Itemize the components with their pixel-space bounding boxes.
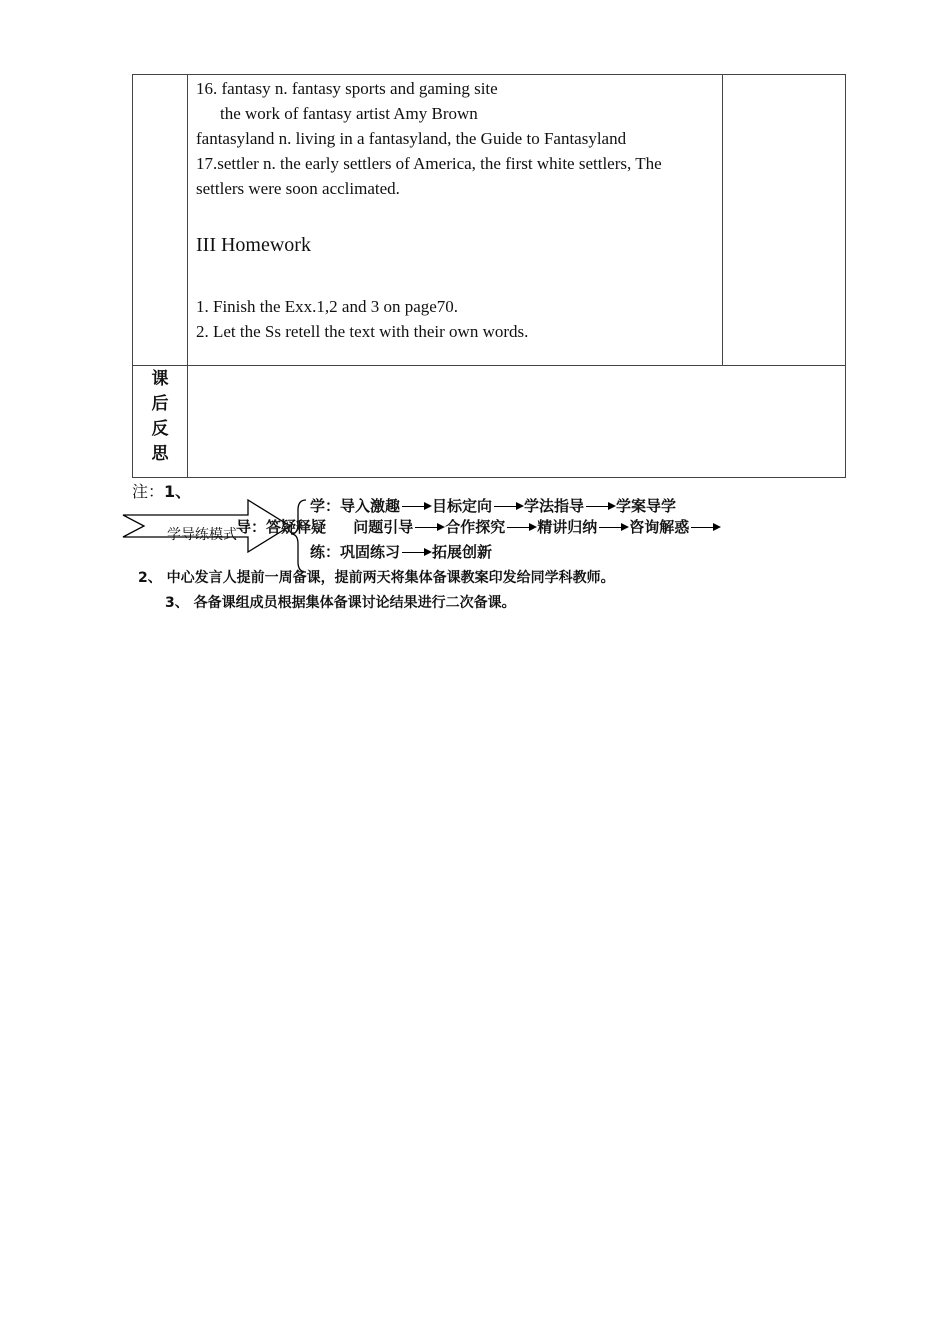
- vocab-line: fantasyland n. living in a fantasyland, the Guide to Fantasyland: [196, 129, 627, 148]
- note-3: 3、 各备课组成员根据集体备课讨论结果进行二次备课。: [165, 595, 516, 611]
- arrow-icon: [402, 552, 430, 553]
- flow-row-dao: 导：答疑释疑 问题引导 合作探究 精讲归纳 咨询解惑: [236, 516, 721, 537]
- reflection-label: 课 后 反 思: [151, 369, 169, 464]
- flow-row-lian: 练：巩固练习 拓展创新: [310, 543, 493, 561]
- arrow-icon: [494, 506, 522, 507]
- homework-item: 2. Let the Ss retell the text with their own words.: [196, 322, 529, 341]
- arrow-icon: [586, 506, 614, 507]
- homework-heading: III Homework: [196, 234, 311, 256]
- arrow-icon: [599, 527, 627, 528]
- table-divider-left: [187, 74, 188, 477]
- note-prefix: 注：1、: [132, 482, 192, 501]
- mode-label: 学导练模式: [167, 527, 237, 543]
- table-divider-right: [722, 74, 723, 365]
- vocab-line: the work of fantasy artist Amy Brown: [220, 104, 478, 123]
- flow-row-xue: 学：导入激趣 目标定向 学法指导 学案导学: [310, 497, 677, 515]
- note-2: 2、 中心发言人提前一周备课，提前两天将集体备课教案印发给同学科教师。: [138, 570, 615, 586]
- homework-list: [196, 294, 528, 344]
- arrow-icon: [507, 527, 535, 528]
- arrow-icon: [415, 527, 443, 528]
- vocab-line: 16. fantasy n. fantasy sports and gaming site: [196, 79, 498, 98]
- arrow-icon: [402, 506, 430, 507]
- vocab-line: 17.settler n. the early settlers of America, the first white settlers, The: [196, 154, 662, 173]
- table-row-divider: [132, 365, 845, 366]
- vocabulary-notes: [196, 76, 720, 201]
- homework-item: 1. Finish the Exx.1,2 and 3 on page70.: [196, 297, 459, 316]
- vocab-line: settlers were soon acclimated.: [196, 179, 400, 198]
- arrow-icon: [691, 527, 719, 528]
